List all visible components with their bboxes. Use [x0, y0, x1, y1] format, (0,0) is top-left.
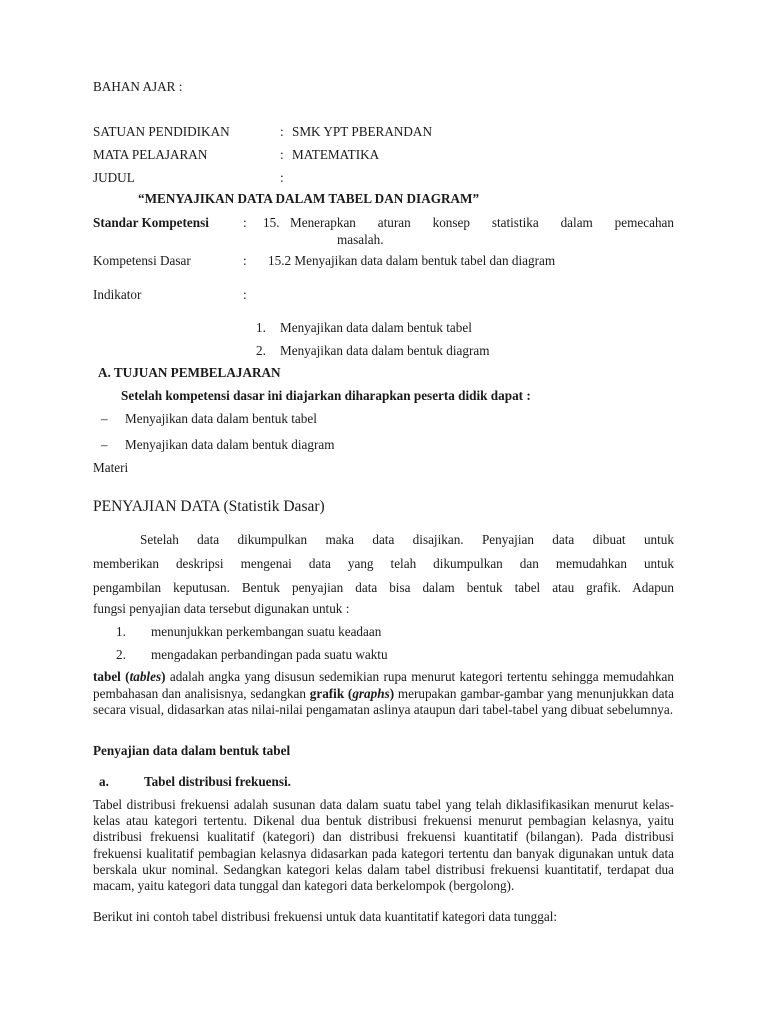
- materi-label: Materi: [93, 460, 129, 475]
- p1-line-3: pengambilan keputusan. Bentuk penyajian data bisa dalam bentuk tabel atau grafik. Adapun: [93, 580, 674, 595]
- kd-colon: :: [243, 253, 247, 268]
- judul-label: JUDUL: [93, 170, 135, 185]
- p2-text-2: merupakan gambar-gambar yang menunjukkan data secara visual, didasarkan atas nilai-nilai pengamatan aslinya ataupun dari tabel-tabel yang dibuat sebelumnya.: [93, 685, 675, 717]
- fungsi-text-1: menunjukkan perkembangan suatu keadaan: [151, 624, 382, 639]
- judul-value: “MENYAJIKAN DATA DALAM TABEL DAN DIAGRAM”: [138, 191, 480, 206]
- satuan-value: SMK YPT PBERANDAN: [292, 124, 432, 139]
- indikator-text-1: Menyajikan data dalam bentuk tabel: [280, 320, 472, 335]
- satuan-colon: :: [280, 124, 284, 139]
- tujuan-heading: A. TUJUAN PEMBELAJARAN: [98, 365, 281, 380]
- kd-label: Kompetensi Dasar: [93, 253, 191, 268]
- mapel-label: MATA PELAJARAN: [93, 147, 208, 162]
- sub-letter-a: a.: [99, 774, 109, 789]
- mapel-value: MATEMATIKA: [292, 147, 380, 162]
- fungsi-num-1: 1.: [116, 624, 126, 639]
- tujuan-item-2: Menyajikan data dalam bentuk diagram: [125, 437, 335, 452]
- p1-line-1: Setelah data dikumpulkan maka data disajikan. Penyajian data dibuat untuk: [140, 532, 674, 547]
- satuan-label: SATUAN PENDIDIKAN: [93, 124, 230, 139]
- sk-number: 15.: [263, 215, 280, 230]
- penyajian-title: PENYAJIAN DATA (Statistik Dasar): [93, 498, 325, 515]
- mapel-colon: :: [280, 147, 284, 162]
- indikator-colon: :: [243, 287, 247, 302]
- indikator-num-1: 1.: [256, 320, 266, 335]
- distribusi-paragraph: Tabel distribusi frekuensi adalah susunan data dalam suatu tabel yang telah diklasifikasikan menurut kelas-kelas atau kategori tertentu. Dikenal dua bentuk distribusi frekuensi menurut pembagian kelasnya, yaitu distribusi frekuensi kualitatif (kategori) dan distribusi frekuensi kuantitatif (bilangan). Pada distribusi frekuensi kualitatif pembagian kelasnya didasarkan pada kategori tertentu dan banyak digunakan untuk data berskala ukur nominal. Sedangkan kategori kelas dalam tabel distribusi frekuensi kuantitatif, terdapat dua macam, yaitu kategori data tunggal dan kategori data berkelompok (bergolong).: [93, 797, 674, 894]
- tujuan-item-1: Menyajikan data dalam bentuk tabel: [125, 411, 317, 426]
- sk-text-line1: Menerapkan aturan konsep statistika dalam pemecahan: [290, 215, 674, 230]
- bullet-dash-2: –: [101, 437, 108, 452]
- indikator-num-2: 2.: [256, 343, 266, 358]
- tujuan-intro: Setelah kompetensi dasar ini diajarkan diharapkan peserta didik dapat :: [121, 388, 531, 403]
- judul-colon: :: [280, 170, 284, 185]
- grafik-term: grafik (: [309, 685, 353, 701]
- tabel-distribusi-title: Tabel distribusi frekuensi.: [144, 774, 291, 789]
- tabel-term-close: ): [161, 669, 166, 684]
- sk-text-line2: masalah.: [337, 232, 384, 247]
- tables-term: tables: [129, 669, 162, 684]
- sk-label: Standar Kompetensi: [93, 215, 209, 230]
- tabel-grafik-paragraph: [93, 669, 674, 719]
- p2-text-1: adalah angka yang disusun sedemikian rupa menurut kategori tertentu sehingga memudahkan pembahasan dan analisisnya, sedangkan: [93, 669, 674, 701]
- tabel-term: tabel (: [93, 669, 130, 684]
- fungsi-text-2: mengadakan perbandingan pada suatu waktu: [151, 647, 388, 662]
- p1-line-4: fungsi penyajian data tersebut digunakan untuk :: [93, 601, 350, 616]
- penyajian-tabel-heading: Penyajian data dalam bentuk tabel: [93, 743, 291, 758]
- bullet-dash-1: –: [101, 411, 108, 426]
- bahan-ajar-title: BAHAN AJAR :: [93, 79, 183, 94]
- indikator-label: Indikator: [93, 287, 142, 302]
- grafik-term-close: ): [389, 685, 395, 701]
- kd-text: 15.2 Menyajikan data dalam bentuk tabel dan diagram: [268, 253, 556, 268]
- p1-line-2: memberikan deskripsi mengenai data yang telah dikumpulkan dan memudahkan untuk: [93, 556, 674, 571]
- graphs-term: graphs: [352, 685, 390, 701]
- indikator-text-2: Menyajikan data dalam bentuk diagram: [280, 343, 490, 358]
- fungsi-num-2: 2.: [116, 647, 126, 662]
- sk-colon: :: [243, 215, 247, 230]
- contoh-tabel-intro: Berikut ini contoh tabel distribusi frekuensi untuk data kuantitatif kategori data tunggal:: [93, 909, 558, 924]
